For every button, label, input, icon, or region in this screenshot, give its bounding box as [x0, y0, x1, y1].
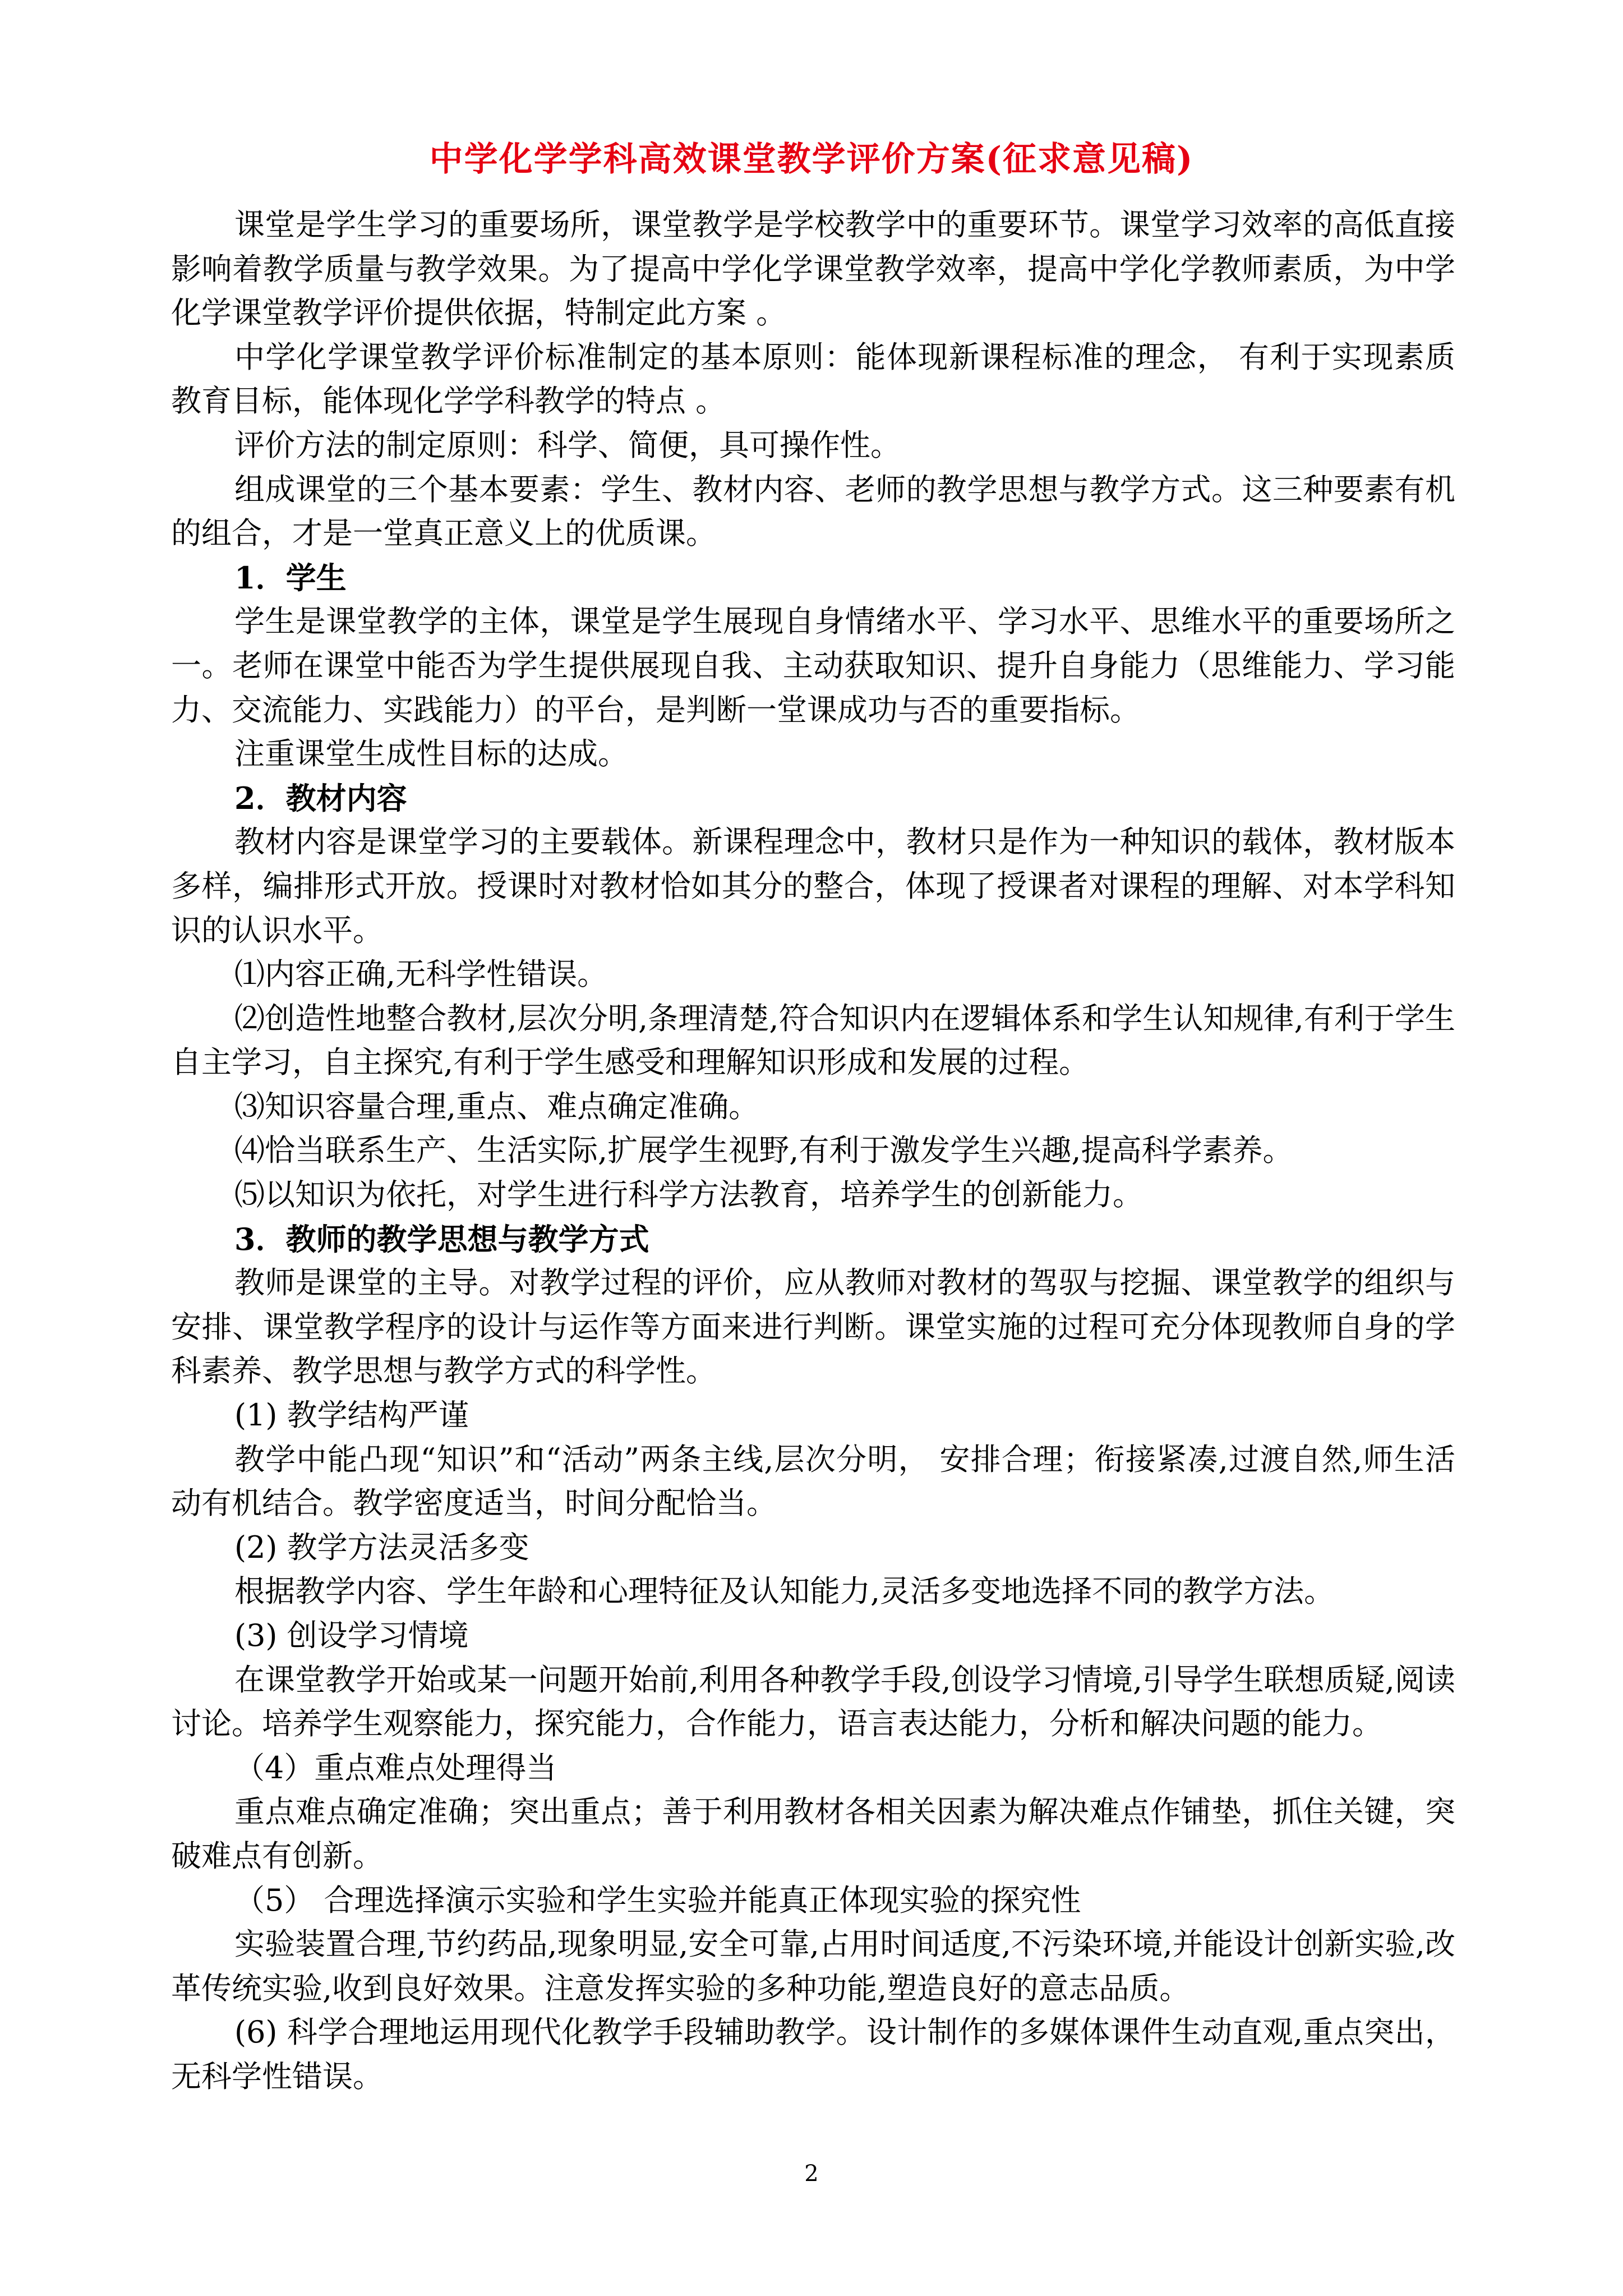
paragraph-students: 学生是课堂教学的主体，课堂是学生展现自身情绪水平、学习水平、思维水平的重要场所之一。老师在课堂中能否为学生提供展现自我、主动获取知识、提升自身能力（思维能力、学习能力、交流能力、实践能力）的平台，是判断一堂课成功与否的重要指标。	[171, 604, 1455, 728]
paragraph-situation: 在课堂教学开始或某一问题开始前,利用各种教学手段,创设学习情境,引导学生联想质疑,阅读讨论。培养学生观察能力，探究能力，合作能力，语言表达能力，分析和解决问题的能力。	[171, 1662, 1455, 1742]
paragraph-evaluation-method: 评价方法的制定原则：科学、简便，具可操作性。	[234, 427, 901, 463]
paragraph-structure: 教学中能凸现“知识”和“活动”两条主线,层次分明， 安排合理；衔接紧凑,过渡自然,师生活动有机结合。教学密度适当，时间分配恰当。	[171, 1441, 1455, 1521]
list-item-materials-3: ⑶知识容量合理,重点、难点确定准确。	[234, 1088, 759, 1124]
list-item-materials-4: ⑷恰当联系生产、生活实际,扩展学生视野,有利于激发学生兴趣,提高科学素养。	[234, 1133, 1293, 1168]
subheading-key-points: （4）重点难点处理得当	[234, 1750, 557, 1786]
paragraph-materials: 教材内容是课堂学习的主要载体。新课程理念中，教材只是作为一种知识的载体，教材版本多样，编排形式开放。授课时对教材恰如其分的整合，体现了授课者对课程的理解、对本学科知识的认识水平。	[171, 824, 1455, 948]
paragraph-experiments: 实验装置合理,节约药品,现象明显,安全可靠,占用时间适度,不污染环境,并能设计创新实验,改革传统实验,收到良好效果。注意发挥实验的多种功能,塑造良好的意志品质。	[171, 1926, 1455, 2006]
page-number: 2	[804, 2161, 819, 2187]
subheading-situation: (3) 创设学习情境	[234, 1618, 469, 1653]
paragraph-three-elements: 组成课堂的三个基本要素：学生、教材内容、老师的教学思想与教学方式。这三种要素有机的组合，才是一堂真正意义上的优质课。	[171, 471, 1455, 551]
paragraph-multimedia: (6) 科学合理地运用现代化教学手段辅助教学。设计制作的多媒体课件生动直观,重点突出，无科学性错误。	[171, 2014, 1455, 2094]
section-heading-students: 1．学生	[234, 559, 347, 596]
section-heading-materials: 2．教材内容	[234, 780, 407, 816]
document-title: 中学化学学科高效课堂教学评价方案(征求意见稿)	[429, 140, 1194, 179]
list-item-materials-2: ⑵创造性地整合教材,层次分明,条理清楚,符合知识内在逻辑体系和学生认知规律,有利于学生自主学习，自主探究,有利于学生感受和理解知识形成和发展的过程。	[171, 1000, 1455, 1080]
paragraph-teaching: 教师是课堂的主导。对教学过程的评价，应从教师对教材的驾驭与挖掘、课堂教学的组织与安排、课堂教学程序的设计与运作等方面来进行判断。课堂实施的过程可充分体现教师自身的学科素养、教学思想与教学方式的科学性。	[171, 1265, 1455, 1389]
paragraph-key-points: 重点难点确定准确；突出重点；善于利用教材各相关因素为解决难点作铺垫，抓住关键，突破难点有创新。	[171, 1794, 1455, 1874]
subheading-structure: (1) 教学结构严谨	[234, 1397, 469, 1433]
paragraph-basic-principles: 中学化学课堂教学评价标准制定的基本原则：能体现新课程标准的理念， 有利于实现素质教育目标，能体现化学学科教学的特点 。	[171, 339, 1455, 419]
paragraph-methods: 根据教学内容、学生年龄和心理特征及认知能力,灵活多变地选择不同的教学方法。	[234, 1573, 1335, 1609]
paragraph-generative-goals: 注重课堂生成性目标的达成。	[234, 736, 628, 772]
section-heading-teaching: 3．教师的教学思想与教学方式	[234, 1221, 649, 1257]
list-item-materials-1: ⑴内容正确,无科学性错误。	[234, 956, 608, 992]
list-item-materials-5: ⑸以知识为依托，对学生进行科学方法教育，培养学生的创新能力。	[234, 1177, 1143, 1213]
subheading-methods: (2) 教学方法灵活多变	[234, 1529, 529, 1565]
document-body	[171, 203, 1455, 2099]
subheading-experiments: （5） 合理选择演示实验和学生实验并能真正体现实验的探究性	[234, 1882, 1081, 1918]
paragraph-intro: 课堂是学生学习的重要场所，课堂教学是学校教学中的重要环节。课堂学习效率的高低直接影响着教学质量与教学效果。为了提高中学化学课堂教学效率，提高中学化学教师素质，为中学化学课堂教学评价提供依据，特制定此方案 。	[171, 207, 1455, 331]
